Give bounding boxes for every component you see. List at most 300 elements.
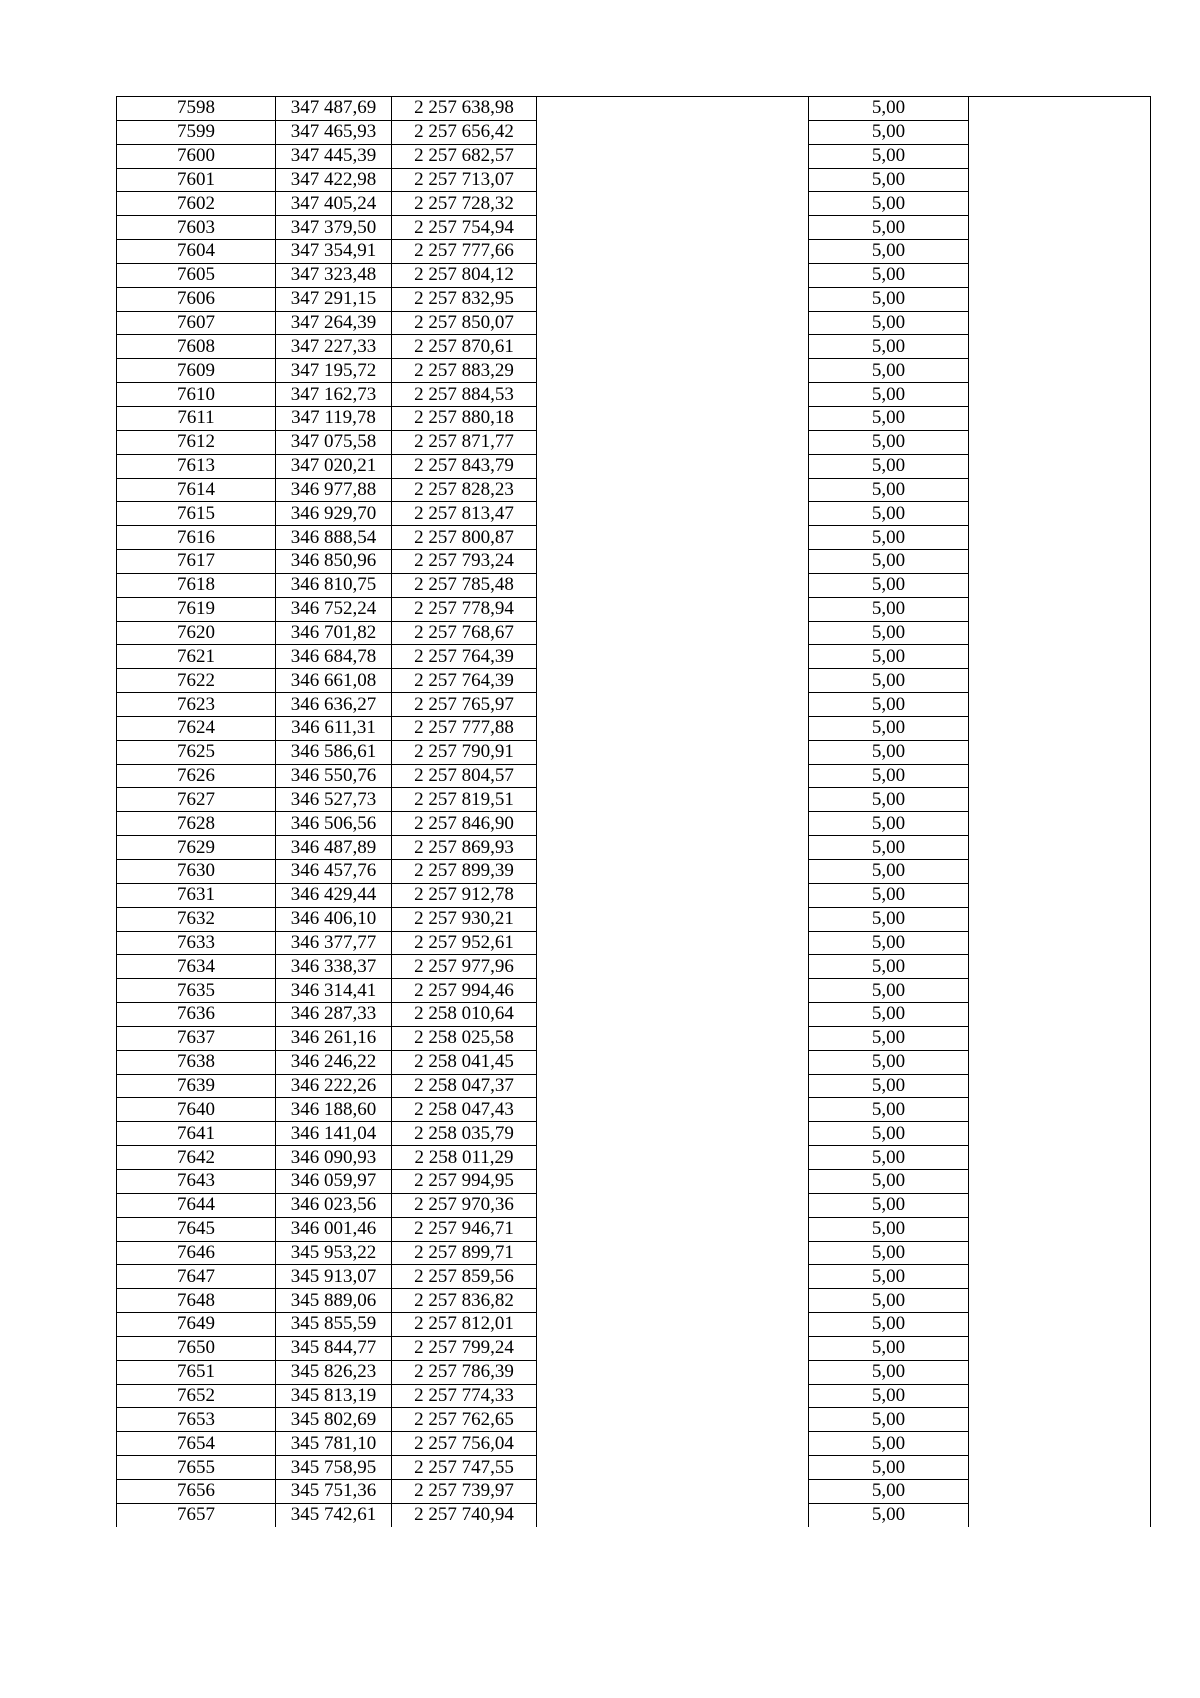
table-row xyxy=(117,1360,1151,1384)
y-coordinate-cell: 2 257 883,29 xyxy=(392,359,537,383)
table-row xyxy=(117,955,1151,979)
table-row xyxy=(117,359,1151,383)
table-row xyxy=(117,1217,1151,1241)
notes-cell xyxy=(969,669,1151,693)
precision-cell: 5,00 xyxy=(809,406,969,430)
x-coordinate-cell: 346 429,44 xyxy=(276,883,392,907)
precision-cell: 5,00 xyxy=(809,1503,969,1527)
description-cell xyxy=(537,1122,809,1146)
y-coordinate-cell: 2 257 899,71 xyxy=(392,1241,537,1265)
y-coordinate-cell: 2 257 728,32 xyxy=(392,192,537,216)
x-coordinate-cell: 346 377,77 xyxy=(276,931,392,955)
description-cell xyxy=(537,597,809,621)
precision-cell: 5,00 xyxy=(809,1074,969,1098)
point-number-cell: 7635 xyxy=(117,979,276,1003)
precision-cell: 5,00 xyxy=(809,1479,969,1503)
notes-cell xyxy=(969,335,1151,359)
x-coordinate-cell: 346 977,88 xyxy=(276,478,392,502)
point-number-cell: 7625 xyxy=(117,740,276,764)
x-coordinate-cell: 346 850,96 xyxy=(276,550,392,574)
table-row xyxy=(117,502,1151,526)
precision-cell: 5,00 xyxy=(809,335,969,359)
precision-cell: 5,00 xyxy=(809,526,969,550)
table-row xyxy=(117,97,1151,121)
description-cell xyxy=(537,383,809,407)
precision-cell: 5,00 xyxy=(809,263,969,287)
y-coordinate-cell: 2 257 836,82 xyxy=(392,1289,537,1313)
notes-cell xyxy=(969,287,1151,311)
table-row xyxy=(117,311,1151,335)
precision-cell: 5,00 xyxy=(809,764,969,788)
notes-cell xyxy=(969,502,1151,526)
notes-cell xyxy=(969,1456,1151,1480)
x-coordinate-cell: 346 222,26 xyxy=(276,1074,392,1098)
x-coordinate-cell: 345 889,06 xyxy=(276,1289,392,1313)
notes-cell xyxy=(969,764,1151,788)
point-number-cell: 7616 xyxy=(117,526,276,550)
x-coordinate-cell: 346 314,41 xyxy=(276,979,392,1003)
description-cell xyxy=(537,955,809,979)
table-row xyxy=(117,1003,1151,1027)
description-cell xyxy=(537,979,809,1003)
notes-cell xyxy=(969,979,1151,1003)
point-number-cell: 7623 xyxy=(117,693,276,717)
description-cell xyxy=(537,168,809,192)
precision-cell: 5,00 xyxy=(809,120,969,144)
y-coordinate-cell: 2 257 682,57 xyxy=(392,144,537,168)
y-coordinate-cell: 2 257 778,94 xyxy=(392,597,537,621)
y-coordinate-cell: 2 257 747,55 xyxy=(392,1456,537,1480)
notes-cell xyxy=(969,120,1151,144)
notes-cell xyxy=(969,144,1151,168)
point-number-cell: 7652 xyxy=(117,1384,276,1408)
notes-cell xyxy=(969,1503,1151,1527)
precision-cell: 5,00 xyxy=(809,693,969,717)
notes-cell xyxy=(969,1026,1151,1050)
point-number-cell: 7653 xyxy=(117,1408,276,1432)
point-number-cell: 7643 xyxy=(117,1169,276,1193)
precision-cell: 5,00 xyxy=(809,216,969,240)
x-coordinate-cell: 345 953,22 xyxy=(276,1241,392,1265)
x-coordinate-cell: 346 141,04 xyxy=(276,1122,392,1146)
point-number-cell: 7605 xyxy=(117,263,276,287)
precision-cell: 5,00 xyxy=(809,192,969,216)
y-coordinate-cell: 2 257 786,39 xyxy=(392,1360,537,1384)
description-cell xyxy=(537,788,809,812)
point-number-cell: 7612 xyxy=(117,430,276,454)
point-number-cell: 7648 xyxy=(117,1289,276,1313)
point-number-cell: 7608 xyxy=(117,335,276,359)
notes-cell xyxy=(969,907,1151,931)
y-coordinate-cell: 2 257 785,48 xyxy=(392,573,537,597)
description-cell xyxy=(537,669,809,693)
notes-cell xyxy=(969,1241,1151,1265)
table-row xyxy=(117,550,1151,574)
table-row xyxy=(117,716,1151,740)
x-coordinate-cell: 347 162,73 xyxy=(276,383,392,407)
x-coordinate-cell: 346 752,24 xyxy=(276,597,392,621)
coordinates-table-body xyxy=(117,97,1151,1528)
precision-cell: 5,00 xyxy=(809,1265,969,1289)
description-cell xyxy=(537,693,809,717)
description-cell xyxy=(537,263,809,287)
table-row xyxy=(117,216,1151,240)
notes-cell xyxy=(969,550,1151,574)
y-coordinate-cell: 2 257 819,51 xyxy=(392,788,537,812)
y-coordinate-cell: 2 257 994,95 xyxy=(392,1169,537,1193)
point-number-cell: 7644 xyxy=(117,1193,276,1217)
description-cell xyxy=(537,311,809,335)
notes-cell xyxy=(969,478,1151,502)
y-coordinate-cell: 2 257 765,97 xyxy=(392,693,537,717)
description-cell xyxy=(537,740,809,764)
description-cell xyxy=(537,1360,809,1384)
point-number-cell: 7606 xyxy=(117,287,276,311)
table-row xyxy=(117,1432,1151,1456)
y-coordinate-cell: 2 257 870,61 xyxy=(392,335,537,359)
notes-cell xyxy=(969,883,1151,907)
y-coordinate-cell: 2 257 799,24 xyxy=(392,1336,537,1360)
point-number-cell: 7615 xyxy=(117,502,276,526)
point-number-cell: 7646 xyxy=(117,1241,276,1265)
x-coordinate-cell: 346 287,33 xyxy=(276,1003,392,1027)
table-row xyxy=(117,788,1151,812)
table-row xyxy=(117,1098,1151,1122)
point-number-cell: 7650 xyxy=(117,1336,276,1360)
coordinates-table xyxy=(116,96,1151,1527)
x-coordinate-cell: 347 227,33 xyxy=(276,335,392,359)
notes-cell xyxy=(969,1146,1151,1170)
x-coordinate-cell: 346 261,16 xyxy=(276,1026,392,1050)
point-number-cell: 7604 xyxy=(117,240,276,264)
x-coordinate-cell: 345 844,77 xyxy=(276,1336,392,1360)
description-cell xyxy=(537,1074,809,1098)
table-row xyxy=(117,621,1151,645)
description-cell xyxy=(537,97,809,121)
x-coordinate-cell: 346 661,08 xyxy=(276,669,392,693)
notes-cell xyxy=(969,1265,1151,1289)
y-coordinate-cell: 2 257 859,56 xyxy=(392,1265,537,1289)
notes-cell xyxy=(969,1003,1151,1027)
x-coordinate-cell: 347 422,98 xyxy=(276,168,392,192)
y-coordinate-cell: 2 258 025,58 xyxy=(392,1026,537,1050)
point-number-cell: 7626 xyxy=(117,764,276,788)
y-coordinate-cell: 2 257 970,36 xyxy=(392,1193,537,1217)
y-coordinate-cell: 2 257 764,39 xyxy=(392,645,537,669)
y-coordinate-cell: 2 258 010,64 xyxy=(392,1003,537,1027)
description-cell xyxy=(537,1503,809,1527)
notes-cell xyxy=(969,526,1151,550)
point-number-cell: 7647 xyxy=(117,1265,276,1289)
notes-cell xyxy=(969,383,1151,407)
notes-cell xyxy=(969,192,1151,216)
description-cell xyxy=(537,502,809,526)
x-coordinate-cell: 347 379,50 xyxy=(276,216,392,240)
y-coordinate-cell: 2 257 764,39 xyxy=(392,669,537,693)
point-number-cell: 7624 xyxy=(117,716,276,740)
precision-cell: 5,00 xyxy=(809,1217,969,1241)
notes-cell xyxy=(969,454,1151,478)
y-coordinate-cell: 2 257 777,66 xyxy=(392,240,537,264)
table-row xyxy=(117,907,1151,931)
description-cell xyxy=(537,1479,809,1503)
notes-cell xyxy=(969,1050,1151,1074)
table-row xyxy=(117,1050,1151,1074)
precision-cell: 5,00 xyxy=(809,383,969,407)
precision-cell: 5,00 xyxy=(809,979,969,1003)
description-cell xyxy=(537,478,809,502)
description-cell xyxy=(537,1026,809,1050)
point-number-cell: 7632 xyxy=(117,907,276,931)
x-coordinate-cell: 346 338,37 xyxy=(276,955,392,979)
y-coordinate-cell: 2 257 832,95 xyxy=(392,287,537,311)
table-row xyxy=(117,287,1151,311)
precision-cell: 5,00 xyxy=(809,1169,969,1193)
point-number-cell: 7617 xyxy=(117,550,276,574)
precision-cell: 5,00 xyxy=(809,97,969,121)
notes-cell xyxy=(969,955,1151,979)
description-cell xyxy=(537,1193,809,1217)
notes-cell xyxy=(969,1289,1151,1313)
x-coordinate-cell: 346 487,89 xyxy=(276,836,392,860)
precision-cell: 5,00 xyxy=(809,311,969,335)
description-cell xyxy=(537,430,809,454)
x-coordinate-cell: 347 465,93 xyxy=(276,120,392,144)
y-coordinate-cell: 2 258 041,45 xyxy=(392,1050,537,1074)
point-number-cell: 7649 xyxy=(117,1313,276,1337)
y-coordinate-cell: 2 257 740,94 xyxy=(392,1503,537,1527)
x-coordinate-cell: 345 781,10 xyxy=(276,1432,392,1456)
point-number-cell: 7611 xyxy=(117,406,276,430)
description-cell xyxy=(537,1456,809,1480)
precision-cell: 5,00 xyxy=(809,1384,969,1408)
description-cell xyxy=(537,1003,809,1027)
precision-cell: 5,00 xyxy=(809,860,969,884)
point-number-cell: 7620 xyxy=(117,621,276,645)
y-coordinate-cell: 2 257 756,04 xyxy=(392,1432,537,1456)
table-row xyxy=(117,1456,1151,1480)
description-cell xyxy=(537,764,809,788)
point-number-cell: 7610 xyxy=(117,383,276,407)
precision-cell: 5,00 xyxy=(809,144,969,168)
description-cell xyxy=(537,621,809,645)
precision-cell: 5,00 xyxy=(809,669,969,693)
notes-cell xyxy=(969,1384,1151,1408)
precision-cell: 5,00 xyxy=(809,1289,969,1313)
y-coordinate-cell: 2 257 828,23 xyxy=(392,478,537,502)
table-row xyxy=(117,979,1151,1003)
description-cell xyxy=(537,216,809,240)
point-number-cell: 7613 xyxy=(117,454,276,478)
table-row xyxy=(117,430,1151,454)
point-number-cell: 7633 xyxy=(117,931,276,955)
precision-cell: 5,00 xyxy=(809,1122,969,1146)
notes-cell xyxy=(969,836,1151,860)
precision-cell: 5,00 xyxy=(809,836,969,860)
y-coordinate-cell: 2 258 035,79 xyxy=(392,1122,537,1146)
precision-cell: 5,00 xyxy=(809,454,969,478)
description-cell xyxy=(537,359,809,383)
notes-cell xyxy=(969,240,1151,264)
table-row xyxy=(117,335,1151,359)
description-cell xyxy=(537,1146,809,1170)
table-row xyxy=(117,1241,1151,1265)
x-coordinate-cell: 346 457,76 xyxy=(276,860,392,884)
x-coordinate-cell: 346 246,22 xyxy=(276,1050,392,1074)
table-row xyxy=(117,263,1151,287)
notes-cell xyxy=(969,740,1151,764)
point-number-cell: 7640 xyxy=(117,1098,276,1122)
table-row xyxy=(117,454,1151,478)
table-row xyxy=(117,1289,1151,1313)
y-coordinate-cell: 2 257 713,07 xyxy=(392,168,537,192)
precision-cell: 5,00 xyxy=(809,359,969,383)
point-number-cell: 7636 xyxy=(117,1003,276,1027)
y-coordinate-cell: 2 257 946,71 xyxy=(392,1217,537,1241)
y-coordinate-cell: 2 257 952,61 xyxy=(392,931,537,955)
precision-cell: 5,00 xyxy=(809,1360,969,1384)
table-row xyxy=(117,1122,1151,1146)
precision-cell: 5,00 xyxy=(809,573,969,597)
point-number-cell: 7642 xyxy=(117,1146,276,1170)
table-row xyxy=(117,192,1151,216)
notes-cell xyxy=(969,1479,1151,1503)
description-cell xyxy=(537,550,809,574)
description-cell xyxy=(537,1098,809,1122)
x-coordinate-cell: 346 527,73 xyxy=(276,788,392,812)
y-coordinate-cell: 2 257 804,12 xyxy=(392,263,537,287)
point-number-cell: 7645 xyxy=(117,1217,276,1241)
point-number-cell: 7630 xyxy=(117,860,276,884)
precision-cell: 5,00 xyxy=(809,1193,969,1217)
x-coordinate-cell: 345 913,07 xyxy=(276,1265,392,1289)
y-coordinate-cell: 2 257 793,24 xyxy=(392,550,537,574)
description-cell xyxy=(537,883,809,907)
description-cell xyxy=(537,287,809,311)
precision-cell: 5,00 xyxy=(809,502,969,526)
table-row xyxy=(117,597,1151,621)
description-cell xyxy=(537,1169,809,1193)
point-number-cell: 7631 xyxy=(117,883,276,907)
table-row xyxy=(117,1193,1151,1217)
table-row xyxy=(117,1408,1151,1432)
point-number-cell: 7639 xyxy=(117,1074,276,1098)
table-row xyxy=(117,931,1151,955)
y-coordinate-cell: 2 257 812,01 xyxy=(392,1313,537,1337)
point-number-cell: 7656 xyxy=(117,1479,276,1503)
y-coordinate-cell: 2 257 656,42 xyxy=(392,120,537,144)
x-coordinate-cell: 346 586,61 xyxy=(276,740,392,764)
x-coordinate-cell: 346 188,60 xyxy=(276,1098,392,1122)
y-coordinate-cell: 2 257 739,97 xyxy=(392,1479,537,1503)
y-coordinate-cell: 2 257 899,39 xyxy=(392,860,537,884)
x-coordinate-cell: 346 406,10 xyxy=(276,907,392,931)
notes-cell xyxy=(969,216,1151,240)
precision-cell: 5,00 xyxy=(809,1313,969,1337)
point-number-cell: 7627 xyxy=(117,788,276,812)
description-cell xyxy=(537,1408,809,1432)
notes-cell xyxy=(969,812,1151,836)
precision-cell: 5,00 xyxy=(809,1432,969,1456)
precision-cell: 5,00 xyxy=(809,1408,969,1432)
x-coordinate-cell: 347 075,58 xyxy=(276,430,392,454)
description-cell xyxy=(537,1050,809,1074)
notes-cell xyxy=(969,1193,1151,1217)
point-number-cell: 7654 xyxy=(117,1432,276,1456)
x-coordinate-cell: 346 023,56 xyxy=(276,1193,392,1217)
precision-cell: 5,00 xyxy=(809,645,969,669)
precision-cell: 5,00 xyxy=(809,1098,969,1122)
y-coordinate-cell: 2 257 768,67 xyxy=(392,621,537,645)
x-coordinate-cell: 346 506,56 xyxy=(276,812,392,836)
precision-cell: 5,00 xyxy=(809,1003,969,1027)
table-row xyxy=(117,1384,1151,1408)
point-number-cell: 7619 xyxy=(117,597,276,621)
table-row xyxy=(117,812,1151,836)
precision-cell: 5,00 xyxy=(809,550,969,574)
notes-cell xyxy=(969,1098,1151,1122)
x-coordinate-cell: 346 001,46 xyxy=(276,1217,392,1241)
y-coordinate-cell: 2 257 871,77 xyxy=(392,430,537,454)
description-cell xyxy=(537,1289,809,1313)
x-coordinate-cell: 346 059,97 xyxy=(276,1169,392,1193)
description-cell xyxy=(537,1384,809,1408)
point-number-cell: 7598 xyxy=(117,97,276,121)
y-coordinate-cell: 2 257 754,94 xyxy=(392,216,537,240)
precision-cell: 5,00 xyxy=(809,740,969,764)
description-cell xyxy=(537,836,809,860)
y-coordinate-cell: 2 258 011,29 xyxy=(392,1146,537,1170)
table-row xyxy=(117,1074,1151,1098)
precision-cell: 5,00 xyxy=(809,621,969,645)
description-cell xyxy=(537,716,809,740)
x-coordinate-cell: 347 354,91 xyxy=(276,240,392,264)
description-cell xyxy=(537,526,809,550)
description-cell xyxy=(537,335,809,359)
table-row xyxy=(117,1026,1151,1050)
table-row xyxy=(117,669,1151,693)
point-number-cell: 7622 xyxy=(117,669,276,693)
notes-cell xyxy=(969,931,1151,955)
y-coordinate-cell: 2 257 777,88 xyxy=(392,716,537,740)
table-row xyxy=(117,1336,1151,1360)
precision-cell: 5,00 xyxy=(809,1050,969,1074)
precision-cell: 5,00 xyxy=(809,716,969,740)
y-coordinate-cell: 2 257 869,93 xyxy=(392,836,537,860)
point-number-cell: 7614 xyxy=(117,478,276,502)
y-coordinate-cell: 2 257 884,53 xyxy=(392,383,537,407)
description-cell xyxy=(537,645,809,669)
x-coordinate-cell: 346 810,75 xyxy=(276,573,392,597)
x-coordinate-cell: 347 405,24 xyxy=(276,192,392,216)
table-row xyxy=(117,168,1151,192)
description-cell xyxy=(537,1313,809,1337)
precision-cell: 5,00 xyxy=(809,812,969,836)
point-number-cell: 7641 xyxy=(117,1122,276,1146)
notes-cell xyxy=(969,430,1151,454)
point-number-cell: 7603 xyxy=(117,216,276,240)
notes-cell xyxy=(969,311,1151,335)
table-row xyxy=(117,1503,1151,1527)
description-cell xyxy=(537,192,809,216)
y-coordinate-cell: 2 257 790,91 xyxy=(392,740,537,764)
y-coordinate-cell: 2 257 850,07 xyxy=(392,311,537,335)
point-number-cell: 7618 xyxy=(117,573,276,597)
description-cell xyxy=(537,573,809,597)
precision-cell: 5,00 xyxy=(809,955,969,979)
table-row xyxy=(117,1146,1151,1170)
y-coordinate-cell: 2 257 638,98 xyxy=(392,97,537,121)
